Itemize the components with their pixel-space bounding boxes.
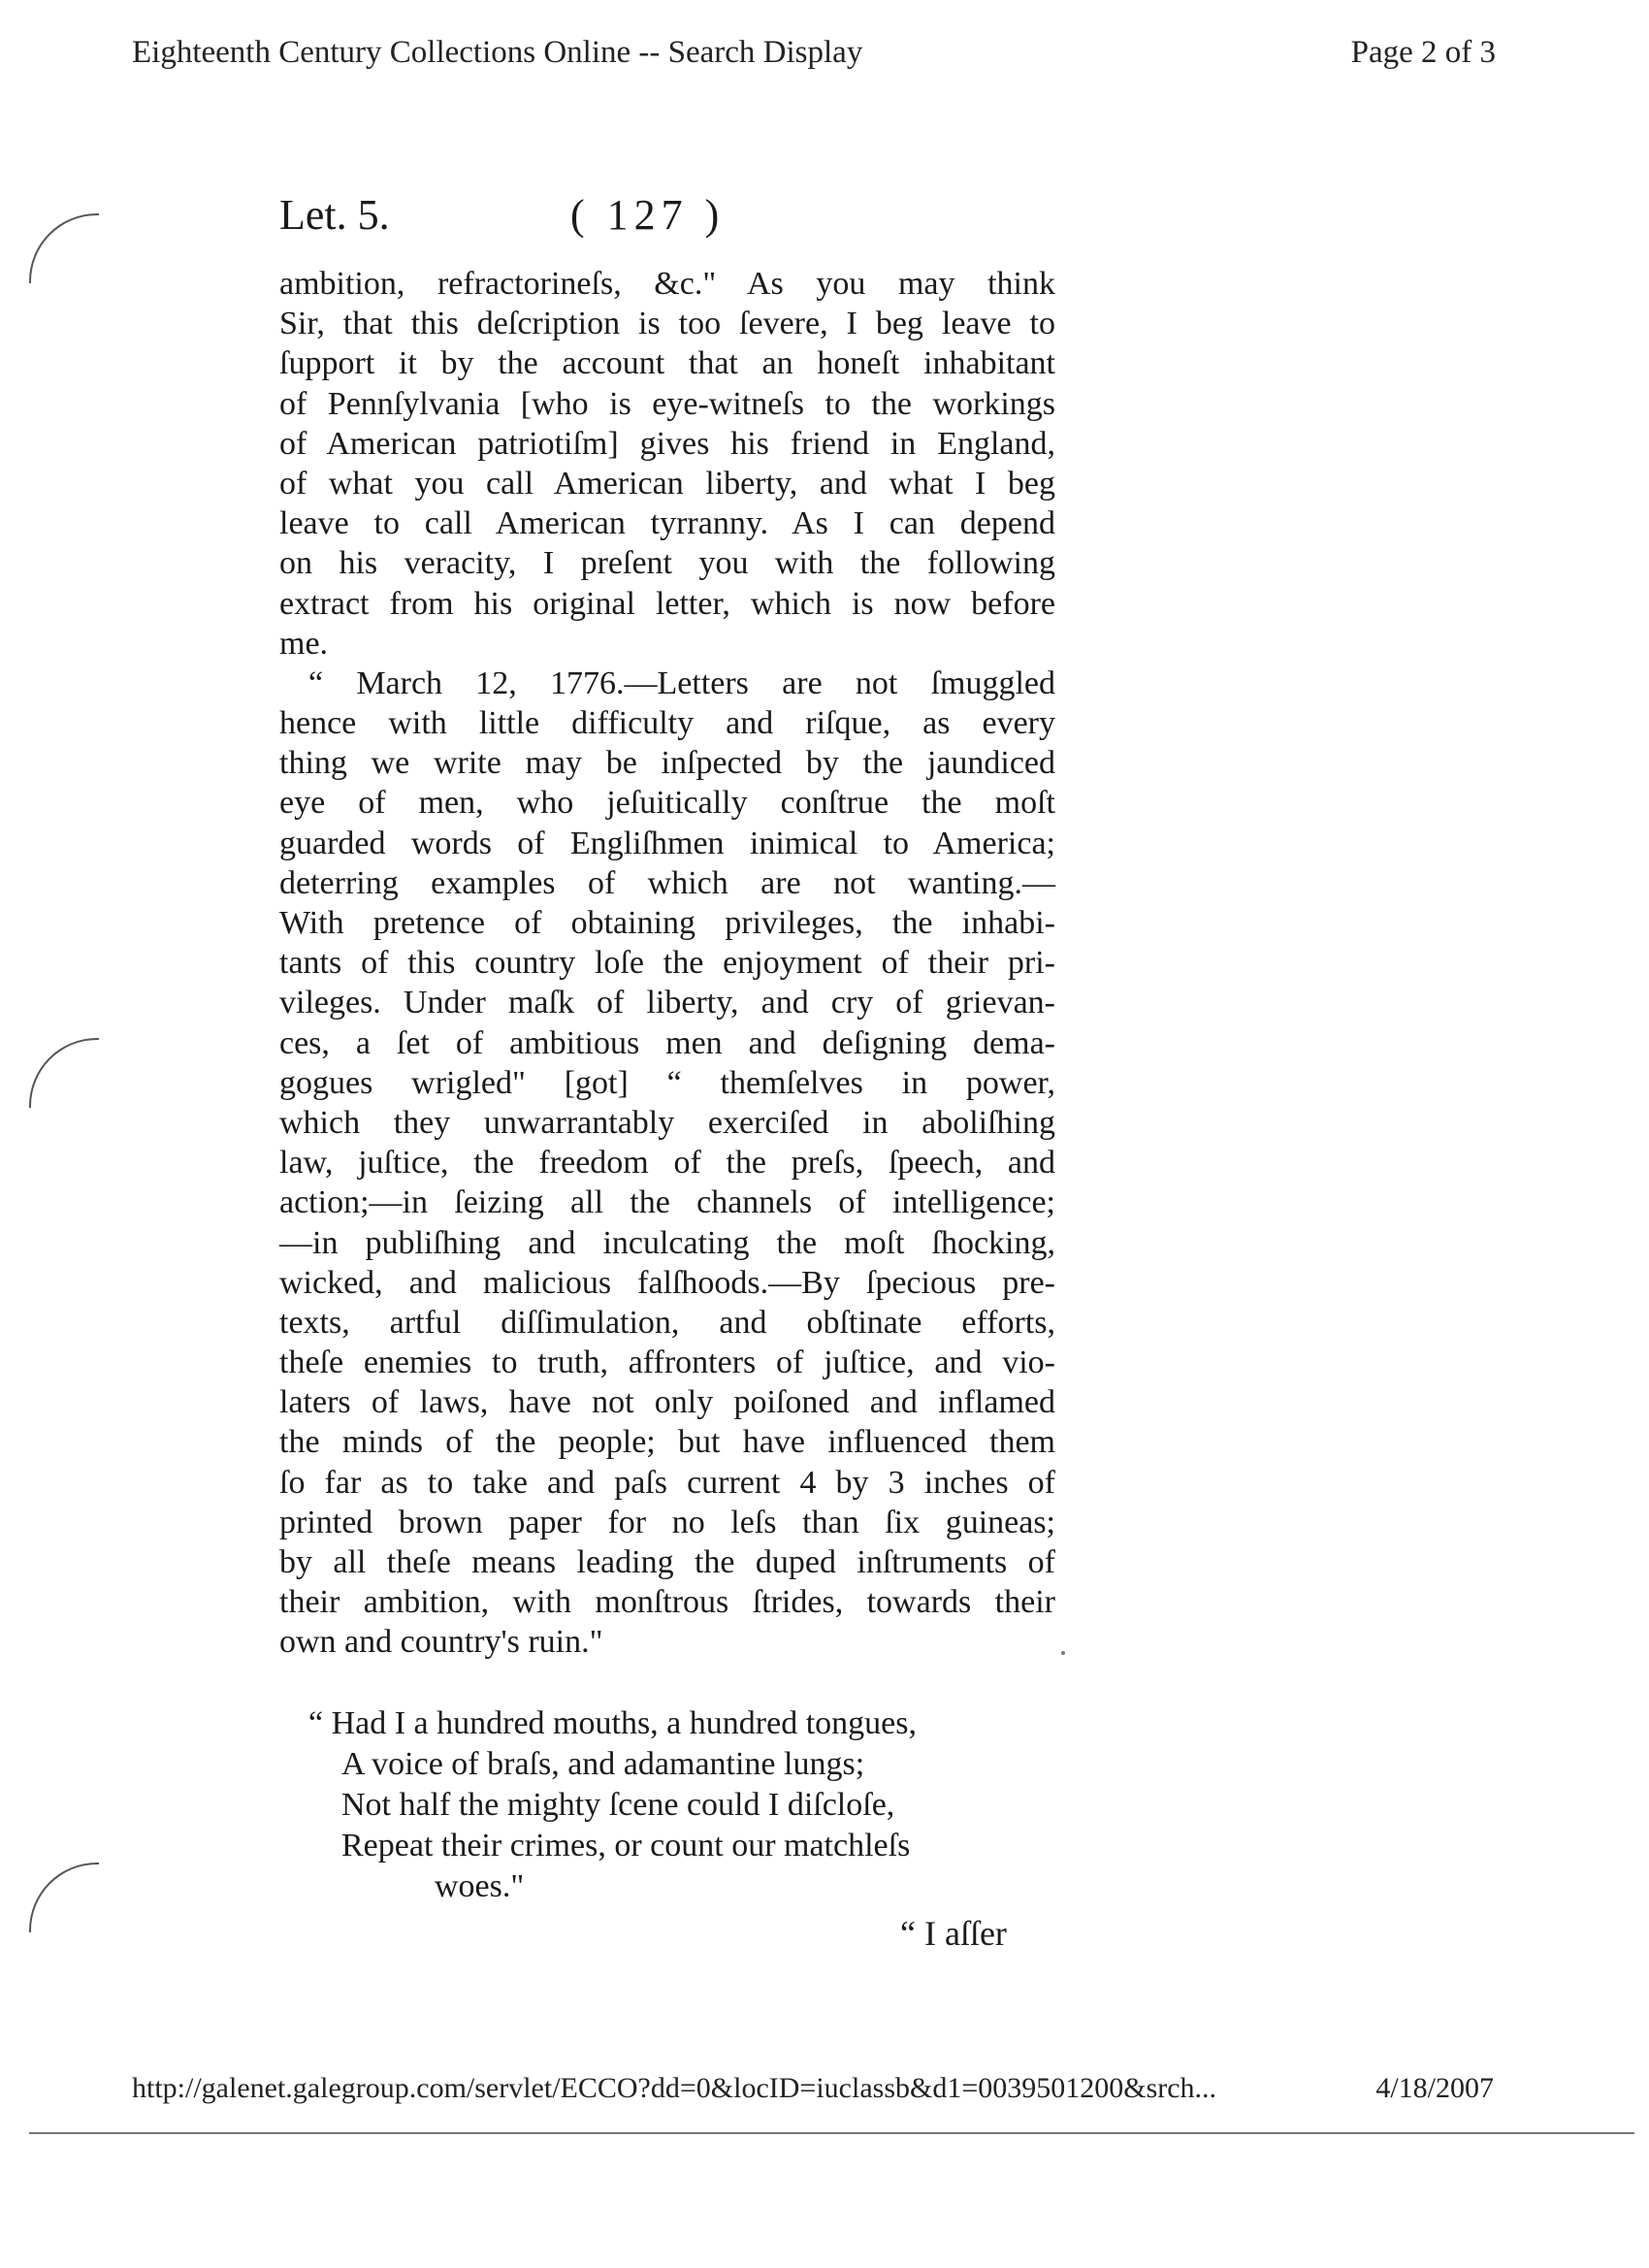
- scan-speck: [1061, 1651, 1065, 1655]
- print-footer-url: http://galenet.galegroup.com/servlet/ECCO?dd=0&locID=iuclassb&d1=0039501200&srch...: [132, 2072, 1217, 2104]
- text-line: ces, a ſet of ambitious men and deſigning dema-: [279, 1024, 1055, 1061]
- text-line: of Pennſylvania [who is eye-witneſs to the workings: [279, 385, 1055, 422]
- verse-line: Repeat their crimes, or count our matchleſs: [341, 1828, 911, 1863]
- running-head-page-number: ( 127 ): [570, 191, 726, 239]
- text-line: wicked, and malicious falſhoods.—By ſpecious pre-: [279, 1264, 1055, 1301]
- text-line: action;—in ſeizing all the channels of intelligence;: [279, 1184, 1055, 1221]
- text-line: own and country's ruin.": [279, 1624, 603, 1661]
- print-header-page-indicator: Page 2 of 3: [1350, 35, 1496, 70]
- verse-line: woes.": [435, 1868, 525, 1904]
- punch-hole-mark-middle: [29, 1038, 99, 1108]
- text-line: deterring examples of which are not wanting.—: [279, 864, 1055, 901]
- catchword: “ I aſſer: [900, 1914, 1007, 1953]
- text-line: vileges. Under maſk of liberty, and cry of grievan-: [279, 985, 1055, 1021]
- text-line: law, juſtice, the freedom of the preſs, ſpeech, and: [279, 1145, 1055, 1182]
- footer-divider: [29, 2132, 1634, 2134]
- print-footer-date: 4/18/2007: [1375, 2072, 1494, 2104]
- text-line: Sir, that this deſcription is too ſevere, I beg leave to: [279, 306, 1055, 342]
- text-line: hence with little difficulty and riſque, as every: [279, 705, 1055, 742]
- body-text: [279, 264, 1055, 1663]
- verse-line: A voice of braſs, and adamantine lungs;: [341, 1746, 865, 1782]
- text-line: —in publiſhing and inculcating the moſt ſhocking,: [279, 1224, 1055, 1261]
- text-line: of what you call American liberty, and what I beg: [279, 465, 1055, 502]
- text-line: ambition, refractorineſs, &c." As you may think: [279, 266, 1055, 302]
- punch-hole-mark-bottom: [29, 1863, 99, 1932]
- text-line: on his veracity, I preſent you with the following: [279, 545, 1055, 582]
- text-line: thing we write may be inſpected by the jaundiced: [279, 745, 1055, 782]
- text-line: texts, artful diſſimulation, and obſtinate efforts,: [279, 1304, 1055, 1341]
- punch-hole-mark-top: [29, 213, 99, 283]
- text-line: theſe enemies to truth, affronters of juſtice, and vio-: [279, 1345, 1055, 1381]
- text-line: ſupport it by the account that an honeſt inhabitant: [279, 345, 1055, 382]
- text-line: of American patriotiſm] gives his friend in England,: [279, 425, 1055, 462]
- verse-line: “ Had I a hundred mouths, a hundred tongues,: [308, 1705, 917, 1741]
- text-line: guarded words of Engliſhmen inimical to America;: [279, 825, 1055, 861]
- text-line: me.: [279, 625, 329, 662]
- text-line: tants of this country loſe the enjoyment of their pri-: [279, 945, 1055, 982]
- running-head-letter: Let. 5.: [279, 191, 390, 239]
- text-line: printed brown paper for no leſs than ſix guineas;: [279, 1504, 1055, 1540]
- text-line: which they unwarrantably exerciſed in aboliſhing: [279, 1104, 1055, 1141]
- text-line: extract from his original letter, which is now before: [279, 585, 1055, 622]
- text-line: gogues wrigled" [got] “ themſelves in power,: [279, 1064, 1055, 1101]
- text-line: eye of men, who jeſuitically conſtrue the moſt: [279, 785, 1055, 822]
- text-line: laters of laws, have not only poiſoned and inflamed: [279, 1384, 1055, 1421]
- text-line: their ambition, with monſtrous ſtrides, towards their: [279, 1584, 1055, 1621]
- verse-quotation: [308, 1703, 1065, 1907]
- running-head: [279, 190, 1055, 248]
- text-line: ſo far as to take and paſs current 4 by 3 inches of: [279, 1464, 1055, 1501]
- verse-line: Not half the mighty ſcene could I diſcloſe,: [341, 1787, 895, 1823]
- text-line: “ March 12, 1776.—Letters are not ſmuggled: [308, 664, 1055, 701]
- text-line: the minds of the people; but have influenced them: [279, 1424, 1055, 1461]
- print-header-title: Eighteenth Century Collections Online -- Search Display: [132, 35, 863, 70]
- text-line: by all theſe means leading the duped inſtruments of: [279, 1544, 1055, 1580]
- text-line: leave to call American tyrranny. As I can depend: [279, 505, 1055, 542]
- scanned-book-page: [279, 190, 1055, 1953]
- text-line: With pretence of obtaining privileges, the inhabi-: [279, 905, 1055, 941]
